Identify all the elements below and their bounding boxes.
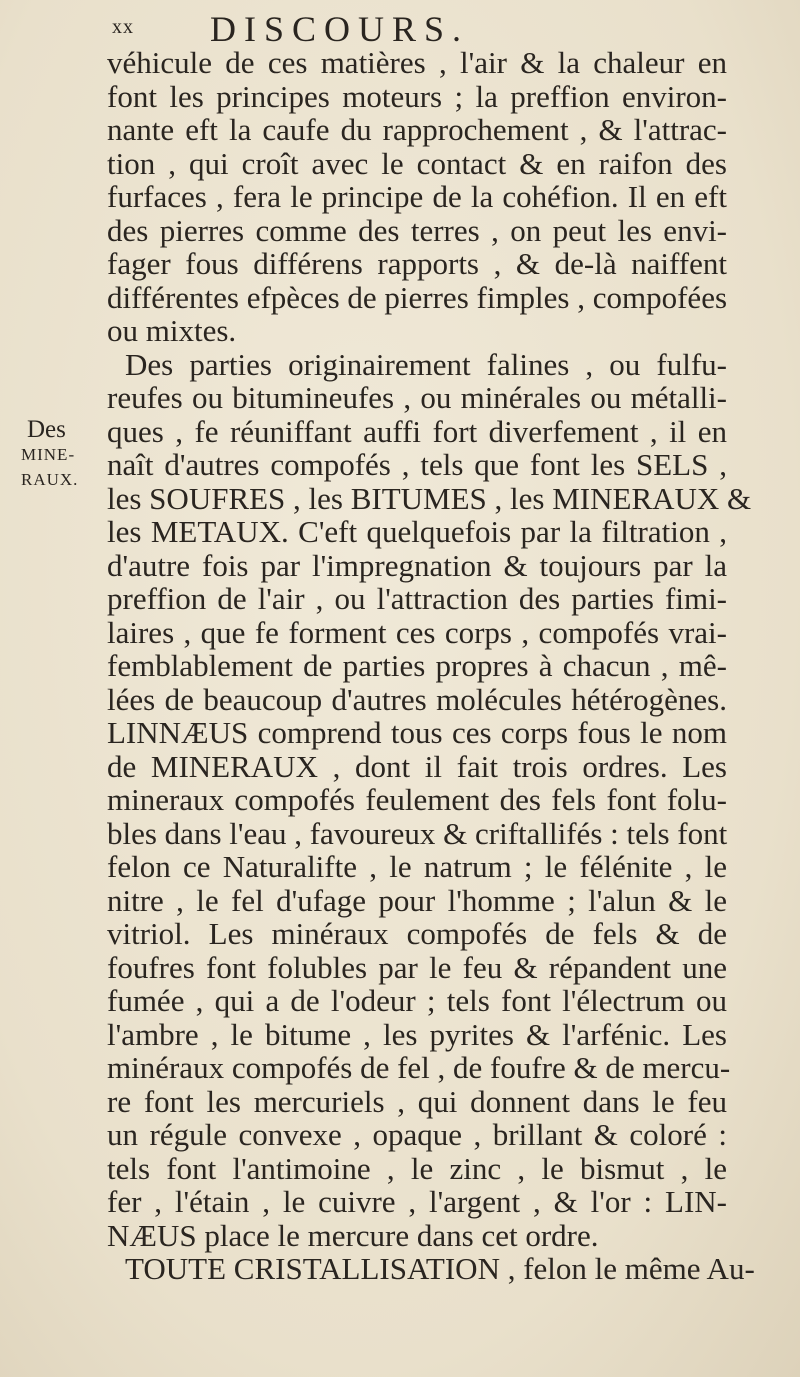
text-line: véhicule de ces matières , l'air & la chaleur en: [107, 45, 727, 80]
text-line: minéraux compofés de fel , de foufre & de mercu-: [107, 1050, 731, 1085]
margin-note: [21, 417, 101, 492]
text-line: foufres font folubles par le feu & répandent une: [107, 949, 727, 985]
text-line: les METAUX. C'eft quelquefois par la filtration ,: [107, 514, 727, 549]
text-line: reufes ou bitumineufes , ou minérales ou métalli-: [107, 380, 727, 415]
body-text: [107, 45, 755, 1286]
text-line: fumée , qui a de l'odeur ; tels font l'électrum ou: [107, 983, 727, 1018]
text-line: nante eft la caufe du rapprochement , & l'attrac-: [107, 112, 727, 147]
text-line: femblablement de parties propres à chacun , mê-: [107, 648, 727, 683]
text-line: différentes efpèces de pierres fimples , compofées: [107, 279, 728, 315]
text-line: ou mixtes.: [107, 313, 237, 348]
text-line: nitre , le fel d'ufage pour l'homme ; l'alun & le: [107, 882, 727, 918]
text-line: re font les mercuriels , qui donnent dans le feu: [107, 1083, 727, 1119]
text-line: les SOUFRES , les BITUMES , les MINERAUX &: [107, 480, 752, 516]
page-number: xx: [112, 16, 134, 38]
text-line: l'ambre , le bitume , les pyrites & l'arfénic. Les: [107, 1016, 727, 1052]
text-line: de MINERAUX , dont il fait trois ordres. Les: [107, 748, 727, 784]
text-line: fager fous différens rapports , & de-là naiffent: [107, 246, 727, 281]
text-line: fer , l'étain , le cuivre , l'argent , & l'or : LIN-: [107, 1184, 727, 1219]
text-line: TOUTE CRISTALLISATION , felon le même Au-: [125, 1251, 755, 1286]
text-line: preffion de l'air , ou l'attraction des parties fimi-: [107, 581, 727, 616]
text-line: d'autre fois par l'impregnation & toujours par la: [107, 547, 727, 583]
text-line: tion , qui croît avec le contact & en raifon des: [107, 145, 727, 181]
page-header: [110, 8, 730, 48]
margin-note-line: MINE-: [21, 445, 76, 464]
text-line: des pierres comme des terres , on peut les envi-: [107, 212, 727, 248]
text-line: tels font l'antimoine , le zinc , le bismut , le: [107, 1150, 727, 1186]
text-line: vitriol. Les minéraux compofés de fels & de: [107, 916, 727, 951]
margin-note-line: Des: [27, 416, 66, 443]
text-line: ques , fe réuniffant auffi fort diverfement , il en: [107, 413, 727, 449]
text-line: bles dans l'eau , favoureux & criftallifés : tels font: [107, 815, 728, 851]
text-line: lées de beaucoup d'autres molécules hétérogènes.: [107, 681, 727, 717]
running-title: DISCOURS.: [210, 9, 470, 49]
text-line: Des parties originairement falines , ou fulfu-: [125, 346, 727, 382]
text-line: mineraux compofés feulement des fels font folu-: [107, 782, 727, 817]
text-line: font les principes moteurs ; la preffion environ-: [107, 78, 727, 114]
text-line: laires , que fe forment ces corps , compofés vrai-: [107, 614, 727, 650]
text-line: furfaces , fera le principe de la cohéfion. Il en eft: [107, 179, 727, 214]
text-line: NÆUS place le mercure dans cet ordre.: [107, 1217, 599, 1253]
margin-note-line: RAUX.: [21, 470, 79, 489]
text-line: felon ce Naturalifte , le natrum ; le félénite , le: [107, 849, 727, 884]
text-line: LINNÆUS comprend tous ces corps fous le nom: [107, 715, 727, 750]
text-line: un régule convexe , opaque , brillant & coloré :: [107, 1117, 727, 1152]
text-line: naît d'autres compofés , tels que font les SELS ,: [107, 447, 727, 482]
